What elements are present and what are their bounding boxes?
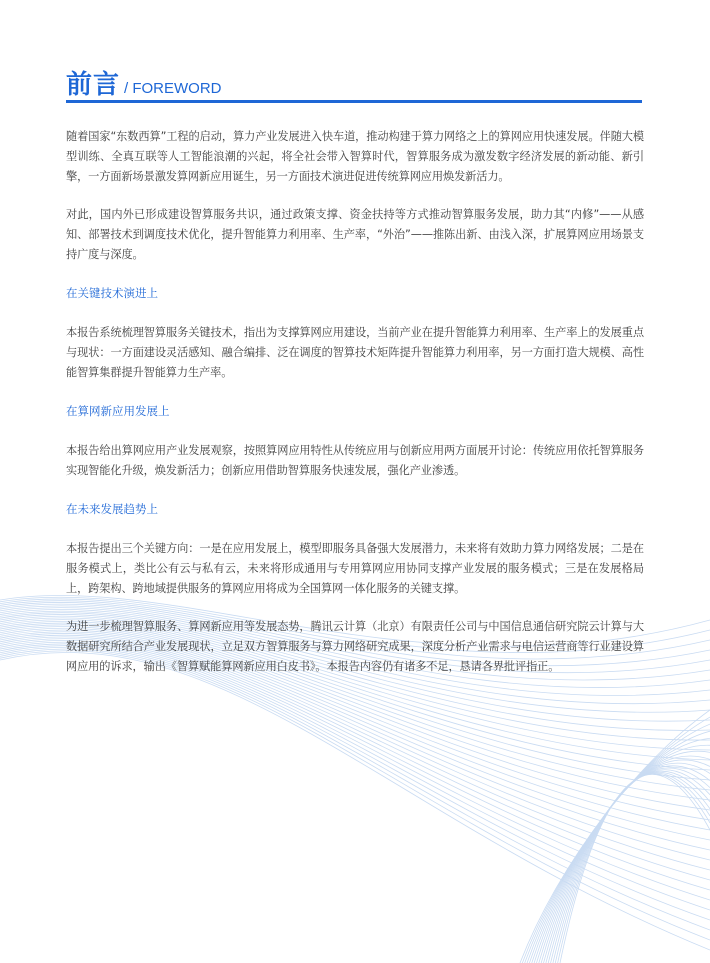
page-header [66, 64, 642, 101]
wave-line [560, 774, 710, 963]
section-heading-technology: 在关键技术演进上 [66, 286, 158, 300]
section-paragraph-applications: 本报告给出算网应用产业发展观察，按照算网应用特性从传统应用与创新应用两方面展开讨论：传统应用依托智算服务实现智能化升级，焕发新活力；创新应用借助智算服务快速发展，强化产业渗透。 [66, 444, 644, 477]
wave-line [527, 731, 710, 963]
page-title: 前言 [66, 70, 121, 100]
section-heading-trends: 在未来发展趋势上 [66, 502, 158, 516]
intro-paragraph-2: 对此，国内外已形成建设智算服务共识，通过政策支撑、资金扶持等方式推动智算服务发展，助力其“内修”——从感知、部署技术到调度技术优化，提升智能算力利用率、生产率，“外治”——推陈出新、由浅入深，扩展算网应用场景支持广度与深度。 [66, 208, 644, 261]
section-paragraph-trends: 本报告提出三个关键方向：一是在应用发展上，模型即服务具备强大发展潜力，未来将有效助力算力网络发展；二是在服务模式上，类比公有云与私有云，未来将形成通用与专用算网应用协同支撑产业发展的服务模式；三是在发展格局上，跨架构、跨地域提供服务的算网应用将成为全国算网一体化服务的关键支撑。 [66, 542, 644, 595]
section-heading-applications: 在算网新应用发展上 [66, 404, 170, 418]
page-title-english: / FOREWORD [124, 80, 222, 97]
foreword-body [66, 127, 644, 695]
section-paragraph-technology: 本报告系统梳理智算服务关键技术，指出为支撑算网应用建设，当前产业在提升智能算力利用率、生产率上的发展重点与现状：一方面建设灵活感知、融合编排、泛在调度的智算技术矩阵提升智能算力利用率，另一方面打造大规模、高性能智算集群提升智能算力生产率。 [66, 326, 644, 379]
closing-paragraph: 为进一步梳理智算服务、算网新应用等发展态势，腾讯云计算（北京）有限责任公司与中国信息通信研究院云计算与大数据研究所结合产业发展现状，立足双方智算服务与算力网络研究成果，深度分析产业需求与电信运营商等行业建设算网应用的诉求，输出《智算赋能算网新应用白皮书》。本报告内容仍有诸多不足，恳请各界批评指正。 [66, 620, 644, 673]
wave-line [0, 652, 710, 950]
intro-paragraph-1: 随着国家“东数西算”工程的启动，算力产业发展进入快车道，推动构建于算力网络之上的算网应用快速发展。伴随大模型训练、全真互联等人工智能浪潮的兴起，将全社会带入智算时代，智算服务成为激发数字经济发展的新动能、新引擎，一方面新场景激发算网新应用诞生，另一方面技术演进促进传统算网应用焕发新活力。 [66, 130, 644, 183]
title-divider [66, 100, 642, 103]
